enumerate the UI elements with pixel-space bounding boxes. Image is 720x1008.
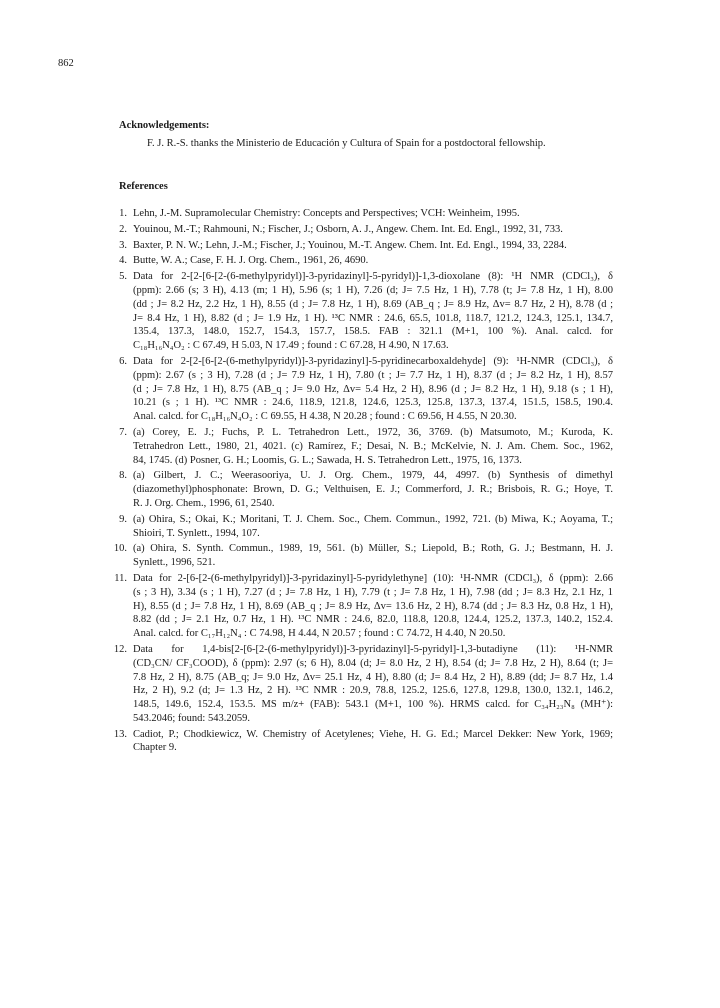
reference-item	[103, 572, 613, 641]
reference-line: Data for 2-[6-[2-(6-methylpyridyl)]-3-pyridazinyl]-5-pyridylethyne] (10): ¹H-NMR (CDCl₃), δ (ppm): 2.66	[133, 572, 613, 584]
reference-item	[103, 223, 613, 237]
reference-line: (diazomethyl)phosphonate: Brown, D. G.; Velthuisen, E. J.; Commerford, J. R.; Brisbois, R. G.; Hoye, T.	[133, 484, 613, 496]
reference-line: Shioiri, T. Synlett., 1994, 107.	[133, 527, 260, 539]
reference-line: Lehn, J.-M. Supramolecular Chemistry: Concepts and Perspectives; VCH: Weinheim, 1995.	[133, 208, 520, 219]
reference-line: Butte, W. A.; Case, F. H. J. Org. Chem., 1961, 26, 4690.	[133, 255, 369, 267]
reference-number: 9.	[119, 513, 127, 525]
reference-line: (ppm): 2.67 (s ; 3 H), 7.28 (d ; J= 7.9 Hz, 1 H), 7.80 (t ; J= 7.7 Hz, 1 H), 8.37 (d ; J= 8.2 Hz, 1 H), 8.57	[133, 369, 613, 381]
reference-line: C₁₈H₁₆N₄O₂ : C 67.49, H 5.03, N 17.49 ; found : C 67.28, H 4.90, N 17.63.	[133, 340, 449, 352]
reference-number: 2.	[119, 223, 127, 235]
reference-item	[103, 355, 613, 424]
references-heading: References	[119, 181, 168, 192]
reference-line: (CD₃CN/ CF₃COOD), δ (ppm): 2.97 (s; 6 H), 8.04 (d; J= 8.0 Hz, 2 H), 8.54 (d; J= 7.8 Hz, 2 H), 8.64 (t; J=	[133, 657, 613, 669]
reference-number: 12.	[113, 643, 127, 655]
reference-line: Anal. calcd. for C₁₇H₁₂N₄ : C 74.98, H 4.44, N 20.57 ; found : C 74.72, H 4.40, N 20.50.	[133, 628, 506, 640]
reference-number: 7.	[119, 426, 127, 438]
reference-line: (ppm): 2.66 (s; 3 H), 4.13 (m; 1 H), 5.96 (s; 1 H), 7.26 (d; J= 7.5 Hz, 1 H), 7.78 (t; J= 7.8 Hz, 1 H), 8.00	[133, 284, 613, 296]
reference-number: 8.	[119, 470, 127, 482]
reference-item	[103, 728, 613, 756]
reference-line: Baxter, P. N. W.; Lehn, J.-M.; Fischer, J.; Youinou, M.-T. Angew. Chem. Int. Ed. Engl., 1994, 33, 2284.	[133, 239, 567, 251]
reference-item	[103, 469, 613, 510]
page-number: 862	[58, 58, 74, 69]
reference-line: (a) Corey, E. J.; Fuchs, P. L. Tetrahedron Lett., 1972, 36, 3769. (b) Matsumoto, M.; Kuroda, K.	[133, 426, 613, 438]
reference-line: 543.2046; found: 543.2059.	[133, 712, 250, 724]
reference-line: R. J. Org. Chem., 1996, 61, 2540.	[133, 497, 275, 509]
acknowledgements-heading: Acknowledgements:	[119, 120, 210, 131]
reference-number: 4.	[119, 255, 127, 267]
acknowledgements-text: F. J. R.-S. thanks the Ministerio de Educación y Cultura of Spain for a postdoctoral fellowship.	[147, 138, 546, 149]
reference-item	[103, 542, 613, 570]
reference-line: H), 8.55 (d ; J= 7.8 Hz, 1 H), 8.69 (AB_q ; J= 8.9 Hz, Δv= 13.6 Hz, 2 H), 8.74 (dd ; J= 8.3 Hz, 0.8 Hz, 1 H),	[133, 600, 613, 612]
reference-number: 13.	[113, 728, 127, 740]
reference-line: 10.21 (s ; 1 H). ¹³C NMR : 24.6, 118.9, 121.8, 124.6, 125.3, 125.8, 137.3, 137.4, 151.5, 158.5, 190.4.	[133, 397, 613, 409]
reference-line: Data for 1,4-bis[2-[6-[2-(6-methylpyridyl)]-3-pyridazinyl]-5-pyridyl]-1,3-butadiyne (11): ¹H-NMR	[133, 643, 613, 655]
reference-item	[103, 207, 613, 221]
reference-number: 5.	[119, 271, 127, 283]
reference-line: (dd ; J= 8.2 Hz, 2.2 Hz, 1 H), 8.55 (d ; J= 7.8 Hz, 1 H), 8.69 (AB_q ; J= 8.9 Hz, Δv= 8.7 Hz, 2 H), 8.78 (d ;	[133, 298, 613, 310]
reference-line: Chapter 9.	[133, 742, 177, 754]
reference-line: 8.82 (dd ; J= 2.1 Hz, 0.7 Hz, 1 H). ¹³C NMR : 24.6, 82.0, 118.8, 120.8, 124.4, 125.2, 137.3, 140.2, 152.4.	[133, 614, 613, 626]
reference-line: Hz, 2 H), 9.2 (d; J= 1.3 Hz, 2 H). ¹³C NMR : 20.9, 78.8, 125.2, 125.6, 127.8, 129.8, 130.0, 132.1, 146.2,	[133, 685, 613, 697]
reference-line: (d ; J= 7.8 Hz, 1 H), 8.75 (AB_q ; J= 9.0 Hz, Δv= 5.4 Hz, 2 H), 8.96 (d ; J= 8.2 Hz, 1 H), 9.18 (s ; 1 H),	[133, 383, 613, 395]
reference-line: (a) Gilbert, J. C.; Weerasooriya, U. J. Org. Chem., 1979, 44, 4997. (b) Synthesis of dimethyl	[133, 470, 613, 482]
reference-number: 1.	[119, 208, 127, 219]
reference-line: 84, 1745. (d) Posner, G. H.; Loomis, G. L.; Sawada, H. S. Tetrahedron Lett., 1975, 16, 1373.	[133, 454, 522, 466]
reference-line: Cadiot, P.; Chodkiewicz, W. Chemistry of Acetylenes; Viehe, H. G. Ed.; Marcel Dekker: New York, 1969;	[133, 728, 613, 740]
reference-item	[103, 270, 613, 353]
reference-line: Data for 2-[2-[6-[2-(6-methylpyridyl)]-3-pyridazinyl]-5-pyridyl)]-1,3-dioxolane (8): ¹H NMR (CDCl₃), δ	[133, 271, 613, 283]
reference-line: Tetrahedron Lett., 1980, 21, 4021. (c) Ramírez, F.; Desai, N. B.; McKelvie, N. J. Am. Chem. Soc., 1962,	[133, 440, 613, 452]
reference-line: 135.4, 137.3, 148.0, 152.7, 154.3, 157.7, 158.5. FAB : 321.1 (M+1, 100 %). Anal. calcd. for	[133, 326, 613, 338]
reference-line: 7.8 Hz, 2 H), 8.75 (AB_q; J= 9.0 Hz, Δv= 25.1 Hz, 4 H), 8.80 (d; J= 8.4 Hz, 2 H), 8.89 (dd; J= 8.7 Hz, 1.4	[133, 671, 613, 683]
reference-item	[103, 239, 613, 253]
reference-number: 11.	[114, 572, 127, 584]
reference-line: (a) Ohira, S.; Okai, K.; Moritani, T. J. Chem. Soc., Chem. Commun., 1992, 721. (b) Miwa, K.; Aoyama, T.;	[133, 513, 613, 525]
reference-line: J= 8.4 Hz, 1 H), 8.82 (d ; J= 1.9 Hz, 1 H). ¹³C NMR : 24.6, 65.5, 101.8, 118.7, 121.2, 124.3, 125.1, 134.7,	[133, 312, 613, 324]
reference-item	[103, 513, 613, 541]
reference-line: Synlett., 1996, 521.	[133, 557, 216, 569]
reference-item	[103, 254, 613, 268]
reference-number: 6.	[119, 355, 127, 367]
reference-number: 10.	[113, 543, 127, 555]
reference-line: Data for 2-[2-[6-[2-(6-methylpyridyl)]-3-pyridazinyl]-5-pyridinecarboxaldehyde] (9): ¹H-NMR (CDCl₃), δ	[133, 355, 613, 367]
reference-line: Youinou, M.-T.; Rahmouni, N.; Fischer, J.; Osborn, A. J., Angew. Chem. Int. Ed. Engl., 1992, 31, 733.	[133, 223, 563, 235]
reference-list	[103, 207, 613, 757]
reference-line: (s ; 3 H), 3.34 (s ; 1 H), 7.27 (d ; J= 7.8 Hz, 1 H), 7.79 (t ; J= 7.8 Hz, 1 H), 7.98 (dd ; J= 8.3 Hz, 2.1 Hz, 1	[133, 586, 613, 598]
reference-line: (a) Ohira, S. Synth. Commun., 1989, 19, 561. (b) Müller, S.; Liepold, B.; Roth, G. J.; Bestmann, H. J.	[133, 543, 613, 555]
reference-item	[103, 643, 613, 726]
reference-item	[103, 426, 613, 467]
reference-line: 148.5, 149.6, 152.4, 153.5. MS m/z+ (FAB): 543.1 (M+1, 100 %). HRMS calcd. for C₃₄H₂₃N₈ (MH⁺):	[133, 699, 613, 711]
reference-line: Anal. calcd. for C₁₈H₁₆N₄O₂ : C 69.55, H 4.38, N 20.28 ; found : C 69.56, H 4.55, N 20.30.	[133, 411, 517, 423]
reference-number: 3.	[119, 239, 127, 251]
